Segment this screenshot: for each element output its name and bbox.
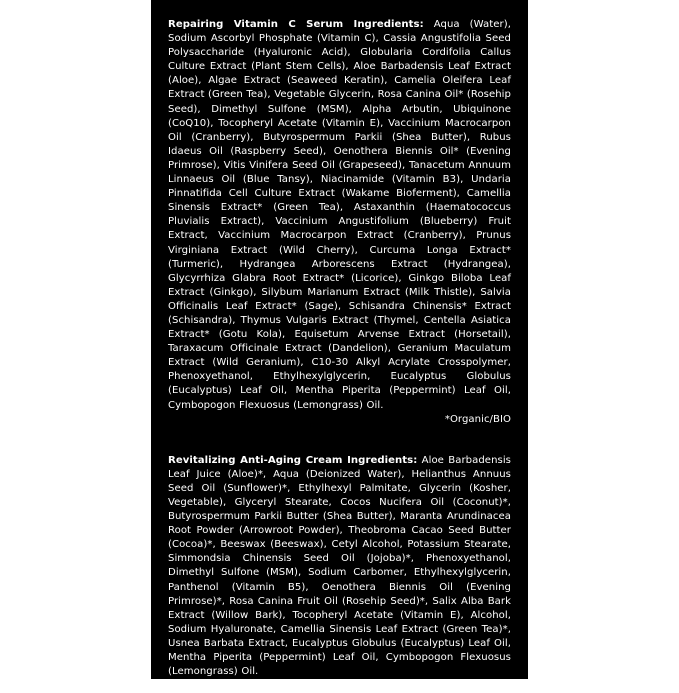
cream-ingredients-text: Aloe Barbadensis Leaf Juice (Aloe)*, Aqua (Deionized Water), Helianthus Annuus Seed Oil (Sunflower)*, Ethylhexyl Palmitate, Glycerin (Kosher, Vegetable), Glyceryl Stearate, Cocos Nucifera Oil (Coconut)*, Butyrospermum Parkii Butter (Shea Butter), Maranta Arundinacea Root Powder (Arrowroot Powder), Theobroma Cacao Seed Butter (Cocoa)*, Beeswax (Beeswax), Cetyl Alcohol, Potassium Stearate, Simmondsia Chinensis Seed Oil (Jojoba)*, Phenoxyethanol, Dimethyl Sulfone (MSM), Sodium Carbomer, Ethylhexylglycerin, Panthenol (Vitamin B5), Oenothera Biennis Oil (Evening Primrose)*, Rosa Canina Fruit Oil (Rosehip Seed)*, Salix Alba Bark Extract (Willow Bark), Tocopheryl Acetate (Vitamin E), Alcohol, Sodium Hyaluronate, Camellia Sinensis Leaf Extract (Green Tea)*, Usnea Barbata Extract, Eucalyptus Globulus (Eucalyptus) Leaf Oil, Mentha Piperita (Peppermint) Leaf Oil, Cymbopogon Flexuosus (Lemongrass) Oil. — [168, 454, 511, 678]
ingredient-section-serum — [168, 18, 511, 413]
cream-heading: Revitalizing Anti-Aging Cream Ingredients: — [168, 454, 418, 466]
ingredient-section-cream — [168, 454, 511, 680]
serum-heading: Repairing Vitamin C Serum Ingredients: — [168, 19, 424, 30]
serum-organic-footnote: *Organic/BIO — [444, 413, 511, 425]
cream-organic-footnote: *Organic/BIO — [168, 680, 235, 692]
serum-ingredients-text: Aqua (Water), Sodium Ascorbyl Phosphate (Vitamin C), Cassia Angustifolia Seed Polysaccharide (Hyaluronic Acid), Globularia Cordifolia Callus Culture Extract (Plant Stem Cells), Aloe Barbadensis Leaf Extract (Aloe), Algae Extract (Seaweed Keratin), Camelia Oleifera Leaf Extract (Green Tea), Vegetable Glycerin, Rosa Canina Oil* (Rosehip Seed), Dimethyl Sulfone (MSM), Alpha Arbutin, Ubiquinone (CoQ10), Tocopheryl Acetate (Vitamin E), Vaccinium Macrocarpon Oil (Cranberry), Butyrospermum Parkii (Shea Butter), Rubus Idaeus Oil (Raspberry Seed), Oenothera Biennis Oil* (Evening Primrose), Vitis Vinifera Seed Oil (Grapeseed), Tanacetum Annuum Linnaeus Oil (Blue Tansy), Niacinamide (Vitamin B3), Undaria Pinnatifida Cell Culture Extract (Wakame Bioferment), Camellia Sinensis Extract* (Green Tea), Astaxanthin (Haematococcus Pluvialis Extract), Vaccinium Angustifolium (Blueberry) Fruit Extract, Vaccinium Macrocarpon Extract (Cranberry), Prunus Virginiana Extract (Wild Cherry), Curcuma Longa Extract* (Turmeric), Hydrangea Arborescens Extract (Hydrangea), Glycyrrhiza Glabra Root Extract* (Licorice), Ginkgo Biloba Leaf Extract (Ginkgo), Silybum Marianum Extract (Milk Thistle), Salvia Officinalis Leaf Extract* (Sage), Schisandra Chinensis* Extract (Schisandra), Thymus Vulgaris Extract (Thymel, Centella Asiatica Extract* (Gotu Kola), Equisetum Arvense Extract (Horsetail), Taraxacum Officinale Extract (Dandelion), Geranium Maculatum Extract (Wild Geranium), C10-30 Alkyl Acrylate Crosspolymer, Phenoxyethanol, Ethylhexylglycerin, Eucalyptus Globulus (Eucalyptus) Leaf Oil, Mentha Piperita (Peppermint) Leaf Oil, Cymbopogon Flexuosus (Lemongrass) Oil. — [168, 19, 512, 411]
ingredients-panel — [151, 0, 528, 692]
